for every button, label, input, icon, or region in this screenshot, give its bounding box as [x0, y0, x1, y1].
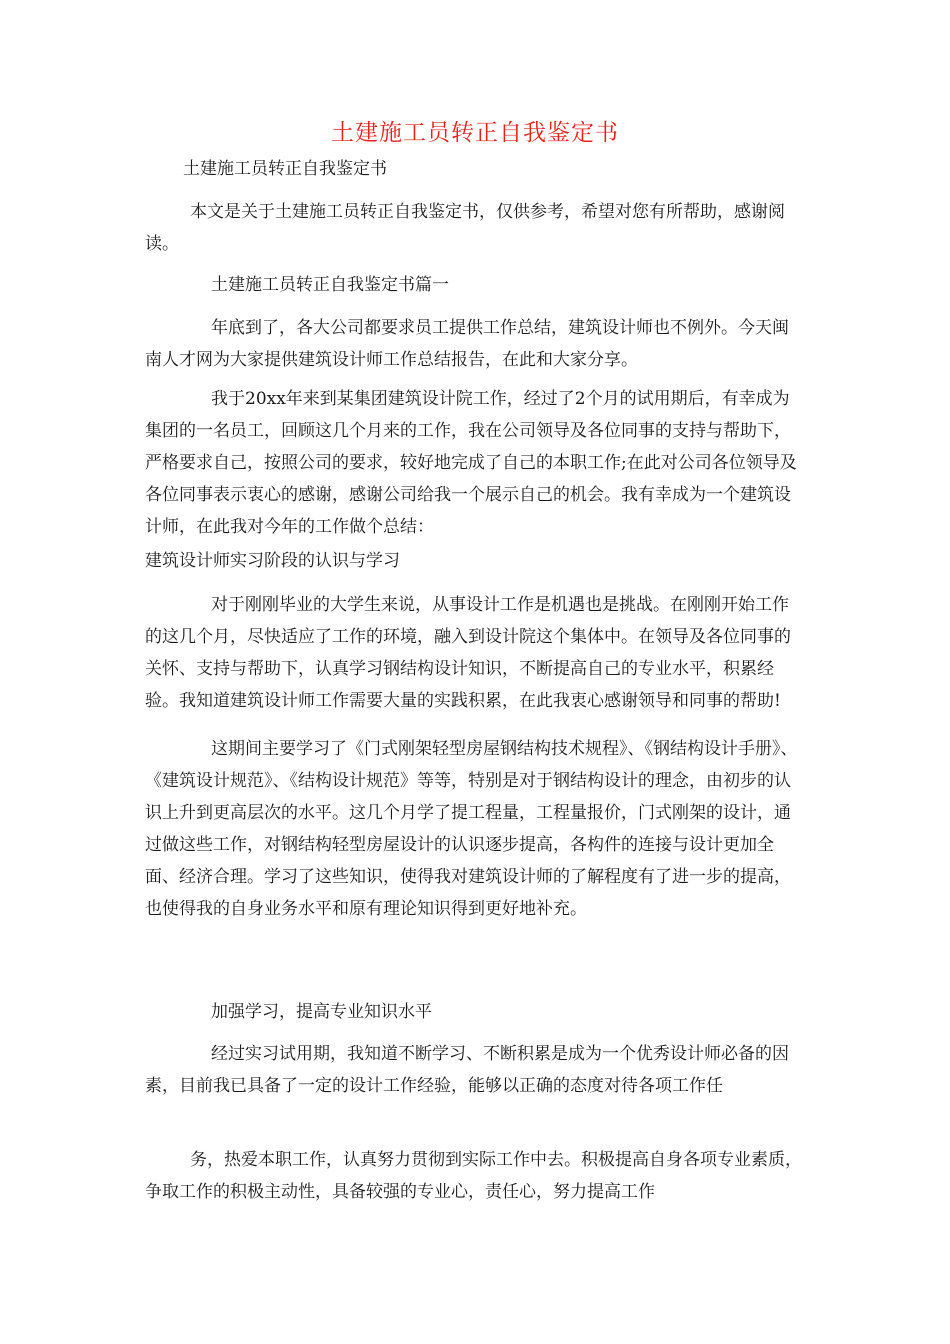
subtitle: 土建施工员转正自我鉴定书	[183, 159, 387, 179]
paragraph-1: 年底到了，各大公司都要求员工提供工作总结，建筑设计师也不例外。今天闽南人才网为大家提供建筑设计师工作总结报告，在此和大家分享。	[145, 318, 789, 370]
paragraph-6: 务，热爱本职工作，认真努力贯彻到实际工作中去。积极提高自身各项专业素质，争取工作的积极主动性，具备较强的专业心，责任心，努力提高工作	[145, 1150, 802, 1202]
paragraph-3: 对于刚刚毕业的大学生来说，从事设计工作是机遇也是挑战。在刚刚开始工作的这几个月，尽快适应了工作的环境，融入到设计院这个集体中。在领导及各位同事的关怀、支持与帮助下，认真学习钢结构设计知识，不断提高自己的专业水平，积累经验。我知道建筑设计师工作需要大量的实践积累，在此我衷心感谢领导和同事的帮助!	[145, 595, 791, 711]
paragraph-5: 经过实习试用期，我知道不断学习、不断积累是成为一个优秀设计师必备的因素，目前我已具备了一定的设计工作经验，能够以正确的态度对待各项工作任	[145, 1044, 789, 1096]
intro-paragraph: 本文是关于土建施工员转正自我鉴定书，仅供参考，希望对您有所帮助，感谢阅读。	[145, 202, 785, 254]
paragraph-4: 这期间主要学习了《门式刚架轻型房屋钢结构技术规程》、《钢结构设计手册》、《建筑设计规范》、《结构设计规范》等等，特别是对于钢结构设计的理念，由初步的认识上升到更高层次的水平。这几个月学了提工程量，工程量报价，门式刚架的设计，通过做这些工作，对钢结构轻型房屋设计的认识逐步提高，各构件的连接与设计更加全面、经济合理。学习了这些知识，使得我对建筑设计师的了解程度有了进一步的提高，也使得我的自身业务水平和原有理论知识得到更好地补充。	[145, 739, 798, 919]
subheading-study: 加强学习，提高专业知识水平	[211, 1002, 432, 1022]
section-heading: 土建施工员转正自我鉴定书篇一	[211, 275, 449, 295]
paragraph-2: 我于20xx年来到某集团建筑设计院工作，经过了2个月的试用期后，有幸成为集团的一名员工，回顾这几个月来的工作，我在公司领导及各位同事的支持与帮助下，严格要求自己，按照公司的要求，较好地完成了自己的本职工作;在此对公司各位领导及各位同事表示衷心的感谢，感谢公司给我一个展示自己的机会。我有幸成为一个建筑设计师，在此我对今年的工作做个总结：	[145, 389, 797, 537]
document-title: 土建施工员转正自我鉴定书	[331, 120, 619, 146]
subheading-intern: 建筑设计师实习阶段的认识与学习	[145, 551, 400, 571]
